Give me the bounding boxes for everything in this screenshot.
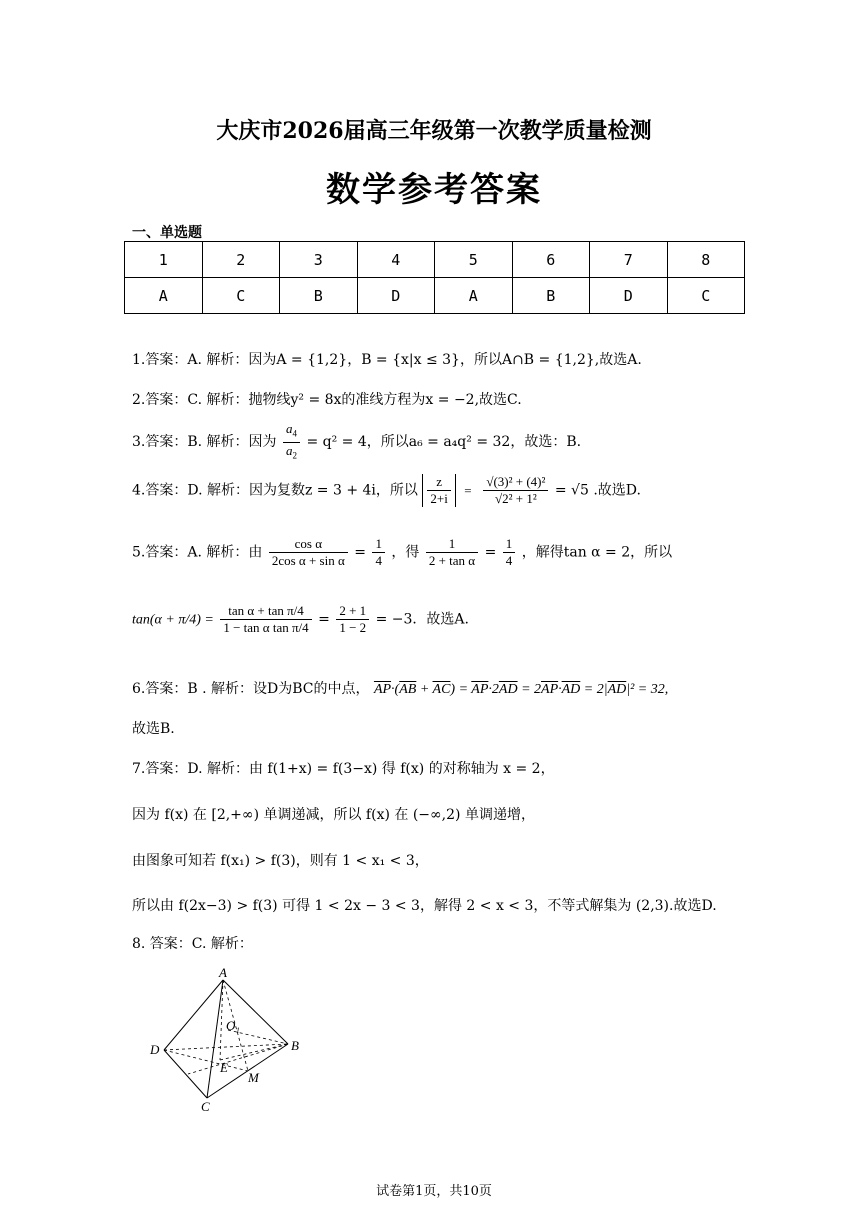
page-footer: 试卷第1页，共10页 bbox=[376, 1184, 492, 1199]
q3-fraction: $\frac{a_4}{a_2}$ bbox=[283, 421, 300, 463]
q4-text-a: 4.答案：D. 解析：因为复数z = 3 + 4i，所以 bbox=[132, 482, 418, 499]
q6-text: 6.答案：B . 解析：设D为BC的中点， bbox=[132, 681, 370, 697]
table-cell: A bbox=[435, 278, 513, 314]
explanation-q3 bbox=[132, 421, 581, 463]
table-cell: A bbox=[125, 278, 203, 314]
q5-fraction-5: $\frac{\text{tan α + tan π/4}}{\text{1 − tan α tan π/4}}$ bbox=[220, 603, 311, 636]
table-cell: D bbox=[357, 278, 435, 314]
table-cell: 2 bbox=[202, 242, 280, 278]
explanation-q2: 2.答案：C. 解析：抛物线y² = 8x的准线方程为x = −2,故选C. bbox=[132, 392, 522, 408]
q5-fraction-3: $\frac{1}{\text{2 + tan α}}$ bbox=[426, 536, 478, 569]
table-row-numbers bbox=[125, 242, 745, 278]
q5-text-b: ，得 bbox=[391, 544, 420, 561]
explanation-q4 bbox=[132, 474, 641, 507]
explanation-q6-cont: 故选B. bbox=[132, 721, 175, 737]
label-O1: O₁ bbox=[226, 1018, 240, 1033]
label-B: B bbox=[291, 1038, 299, 1053]
explanation-q5: 5.答案：A. 解析：由 $\frac{\text{cos α}}{\text{2cos α + sin α}}$ = $\frac{1}{4}$ ，得 $\frac{1}{\text{2 + tan α}}$ = $\frac{1}{4}$ ，解得tan α = 2，所以 bbox=[132, 536, 673, 568]
label-A: A bbox=[219, 965, 227, 980]
label-D: D bbox=[150, 1042, 160, 1057]
explanation-q7-c: 由图象可知若 f(x₁) > f(3)，则有 1 < x₁ < 3， bbox=[132, 853, 429, 869]
q4-modulus: $\frac{z}{2+i}$ bbox=[422, 474, 455, 507]
q5-text-c: ，解得tan α = 2，所以 bbox=[521, 544, 673, 561]
table-cell: 4 bbox=[357, 242, 435, 278]
page-title: 数学参考答案 bbox=[326, 170, 542, 210]
q5-fraction-4: $\frac{1}{4}$ bbox=[503, 536, 516, 569]
table-cell: 7 bbox=[590, 242, 668, 278]
q4-text-b: = √5 .故选D. bbox=[554, 482, 641, 499]
table-cell: B bbox=[280, 278, 358, 314]
table-cell: B bbox=[512, 278, 590, 314]
q5-fraction-6: $\frac{2 + 1}{1 - 2}$ bbox=[336, 603, 369, 636]
exam-title: 大庆市2026届高三年级第一次教学质量检测 bbox=[216, 118, 652, 144]
q5-text-d: tan(α + π/4) = bbox=[132, 612, 214, 628]
label-C: C bbox=[201, 1099, 210, 1114]
explanation-q5-cont: tan(α + π/4) = $\frac{\text{tan α + tan π/4}}{\text{1 − tan α tan π/4}}$ = $\frac{2 + 1}{1 - 2}$ = −3．故选A. bbox=[132, 603, 469, 635]
explanation-q7-d: 所以由 f(2x−3) > f(3) 可得 1 < 2x − 3 < 3，解得 2 < x < 3，不等式解集为 (2,3).故选D. bbox=[132, 898, 717, 914]
table-cell: C bbox=[202, 278, 280, 314]
explanation-q8: 8. 答案：C. 解析： bbox=[132, 936, 253, 952]
q6-vector-expression: $\overline{AP}\cdot(\overline{AB} + \overline{AC}) = \overline{AP}\cdot 2\overline{AD} = 2\overline{AP}\cdot\overline{AD} = 2|\overline{AD}|^2 = 32$, bbox=[373, 682, 669, 697]
q5-text-e: = −3．故选A. bbox=[375, 611, 469, 628]
q5-fraction-1: $\frac{\text{cos α}}{\text{2cos α + sin α}}$ bbox=[269, 536, 348, 569]
q5-text-a: 5.答案：A. 解析：由 bbox=[132, 544, 263, 561]
answer-table bbox=[124, 241, 745, 314]
q4-root-fraction: $\frac{\text{√(3)² + (4)²}}{\text{√2² + 1²}}$ bbox=[483, 474, 548, 507]
tetrahedron-figure bbox=[140, 960, 320, 1120]
q3-text-a: 3.答案：B. 解析：因为 bbox=[132, 434, 277, 451]
explanation-q7: 7.答案：D. 解析：由 f(1+x) = f(3−x) 得 f(x) 的对称轴为 x = 2， bbox=[132, 761, 555, 777]
table-cell: 6 bbox=[512, 242, 590, 278]
explanation-q6 bbox=[132, 679, 668, 700]
table-cell: C bbox=[667, 278, 745, 314]
table-cell: 1 bbox=[125, 242, 203, 278]
explanation-q1: 1.答案：A. 解析：因为A = {1,2}，B = {x|x ≤ 3}，所以A∩B = {1,2},故选A. bbox=[132, 352, 642, 368]
table-row-answers bbox=[125, 278, 745, 314]
label-E: E bbox=[220, 1060, 228, 1075]
table-cell: D bbox=[590, 278, 668, 314]
label-M: M bbox=[248, 1070, 259, 1085]
q5-fraction-2: $\frac{1}{4}$ bbox=[372, 536, 385, 569]
section-label: 一、单选题 bbox=[132, 225, 202, 241]
table-cell: 3 bbox=[280, 242, 358, 278]
table-cell: 8 bbox=[667, 242, 745, 278]
q3-text-b: = q² = 4，所以a₆ = a₄q² = 32，故选：B. bbox=[306, 434, 582, 451]
q4-fraction: = bbox=[464, 482, 475, 498]
table-cell: 5 bbox=[435, 242, 513, 278]
explanation-q7-b: 因为 f(x) 在 [2,+∞) 单调递减，所以 f(x) 在 (−∞,2) 单调递增， bbox=[132, 807, 535, 823]
